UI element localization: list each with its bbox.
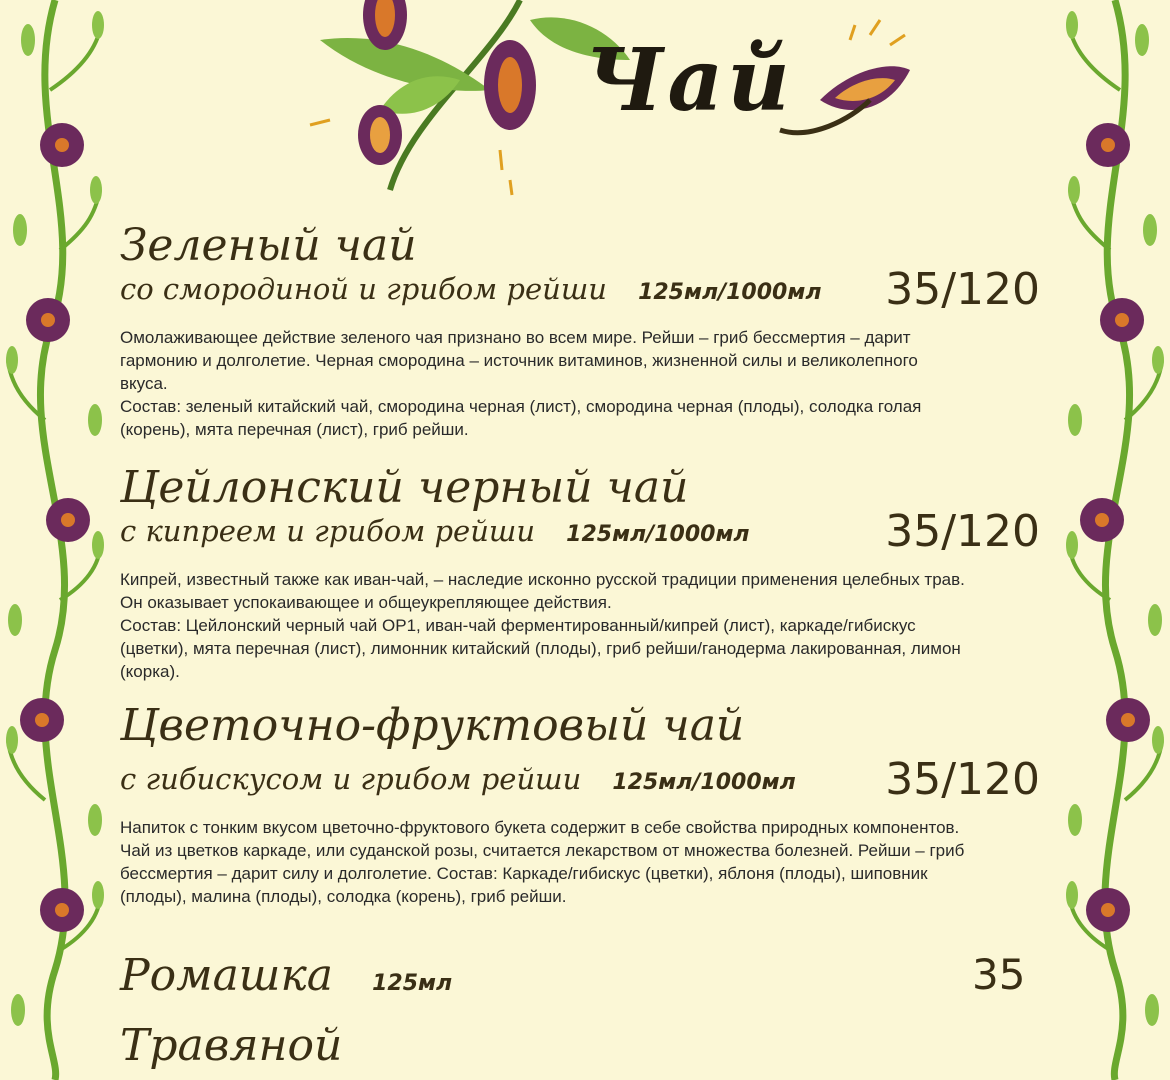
item-subline (120, 754, 1050, 810)
menu-item-ceylon-black-tea (120, 462, 1050, 683)
item-volume: 125мл/1000мл (566, 522, 750, 547)
item-title: Цейлонский черный чай (120, 462, 689, 513)
item-description-text: Кипрей, известный также как иван-чай, – наследие исконно русской традиции применения целебных трав. Он оказывает успокаивающее и общеукрепляющее действия. (120, 570, 965, 612)
item-description-text: Напиток с тонким вкусом цветочно-фруктового букета содержит в себе свойства природных компонентов. Чай из цветков каркаде, или суданской розы, считается лекарством от множества болезней. Рейши – гриб бессмертия – дарит силу и долголетие. Состав: Каркаде/гибискус (цветки), яблоня (плоды), шиповник (плоды), малина (плоды), солодка (корень), гриб рейши. (120, 818, 965, 906)
item-price: 35 (972, 950, 1026, 999)
item-title: Цветочно-фруктовый чай (120, 700, 745, 751)
item-title: Травяной (120, 1020, 343, 1071)
floral-vine-left-decoration (0, 0, 110, 1080)
item-subline (120, 506, 1050, 562)
item-description (120, 326, 970, 441)
item-description (120, 568, 970, 683)
item-price: 35/120 (885, 264, 1040, 315)
item-volume: 125мл/1000мл (638, 280, 822, 305)
item-description (120, 816, 970, 908)
item-description-text: Омолаживающее действие зеленого чая признано во всем мире. Рейши – гриб бессмертия – дарит гармонию и долголетие. Черная смородина – источник витаминов, жизненной силы и великолепного вкуса. (120, 328, 918, 393)
item-title: Зеленый чай (120, 220, 417, 271)
item-subline (120, 264, 1050, 320)
page-title: Чай (585, 30, 794, 131)
item-composition-text: Состав: Цейлонский черный чай OP1, иван-чай ферментированный/кипрей (лист), каркаде/гибискус (цветки), мята перечная (лист), лимонник китайский (плоды), гриб рейши/ганодерма лакированная, лимон (корка). (120, 616, 961, 681)
item-price: 35/120 (885, 506, 1040, 557)
item-composition-text: Состав: зеленый китайский чай, смородина черная (лист), смородина черная (плоды), солодка голая (корень), мята перечная (лист), гриб рейши. (120, 397, 922, 439)
menu-item-herbal (120, 1020, 1050, 1071)
floral-vine-right-decoration (1060, 0, 1170, 1080)
menu-item-green-tea (120, 220, 1050, 441)
item-volume: 125мл (372, 971, 453, 996)
item-subtitle: с гибискусом и грибом рейши (120, 762, 582, 796)
item-subtitle: со смородиной и грибом рейши (120, 272, 607, 306)
item-price: 35/120 (885, 754, 1040, 805)
item-title: Ромашка (120, 950, 333, 1001)
item-volume: 125мл/1000мл (612, 770, 796, 795)
menu-item-chamomile (120, 950, 1050, 1001)
item-subtitle: с кипреем и грибом рейши (120, 514, 536, 548)
menu-item-floral-fruit-tea (120, 700, 1050, 908)
